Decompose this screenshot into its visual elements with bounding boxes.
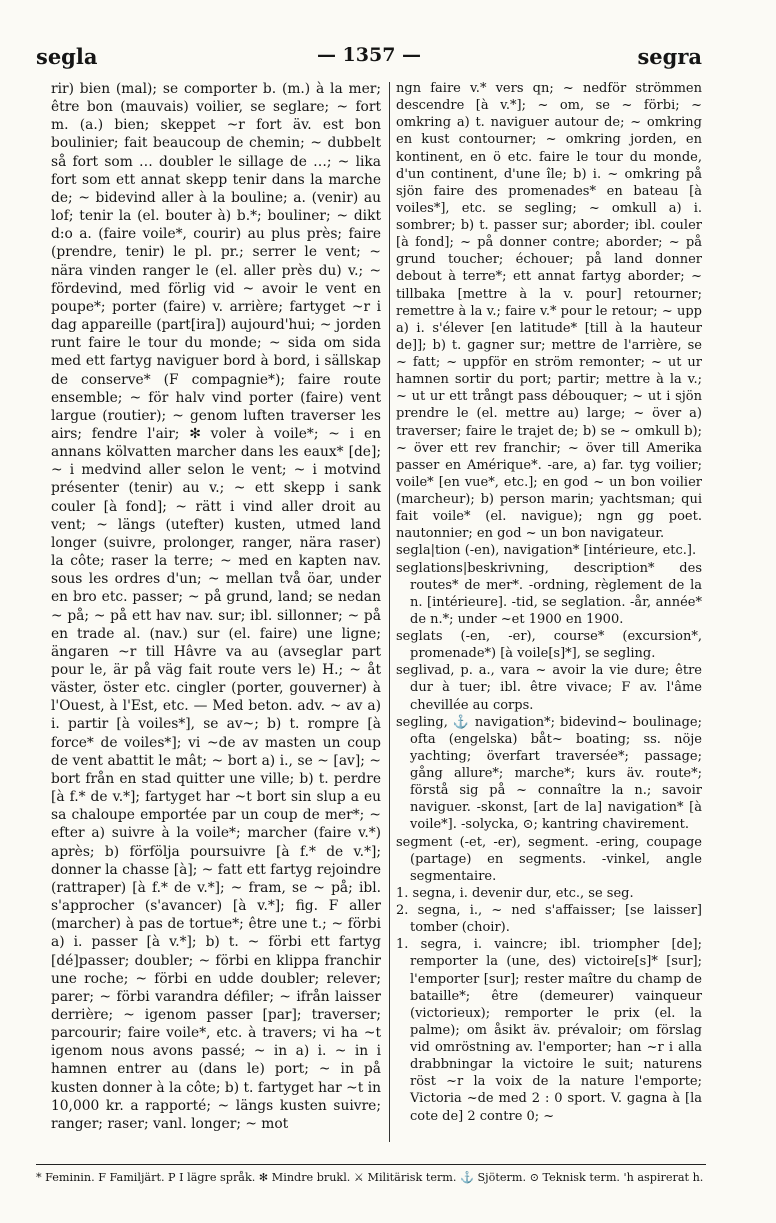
entry-segra-1: 1. segra, i. vaincre; ibl. triompher [de]; remporter la (une, des) victoire[s]* [sur]; l'emporter [sur]; rester maître du champ de bataille*; être (demeurer) vainqueur (victorieux); remporter le prix (el. la palme); om åsikt äv. prévaloir; om förslag vid omröstning av. l'emporter; han ~r i alla drabbningar la victoire le suit; naturens röst ~r la voix de la nature l'emporte; Victoria ~de med 2 : 0 sport. V. gagna à [la cote de] 2 contre 0; ~	[396, 937, 702, 1124]
entry-segna-1: 1. segna, i. devenir dur, etc., se seg.	[396, 885, 634, 901]
entry-continuation: rir) bien (mal); se comporter b. (m.) à la mer; être bon (mauvais) voilier, se seglare; ~ fort m. (a.) bien; skeppet ~r fort äv. est bon boulinier; fait beaucoup de chemin; ~ dubbelt så fort som … doubler le sillage de …; ~ lika fort som ett annat skepp tenir dans la marche de; ~ bidevind aller à la bouline; a. (venir) au lof; tenir la (el. bouter à) b.*; bouliner; ~ dikt d:o a. (faire voile*, courir) au plus près; faire (prendre, tenir) le pl. pr.; serrer le vent; ~ nära vinden ranger le (el. aller près du) v.; ~ fördevind, med förlig vid ~ avoir le vent en poupe*; porter (faire) v. arrière; fartyget ~r i dag appareille (part[ira]) aujourd'hui; ~ jorden runt faire le tour du monde; ~ sida om sida med ett fartyg naviguer bord à bord, i sällskap de conserve* (F compagnie*); faire route ensemble; ~ för halv vind porter (faire) vent largue (routier); ~ genom luften traverser les airs; fendre l'air; ✻ voler à voile*; ~ i en annans kölvatten marcher dans les eaux* [de]; ~ i medvind aller selon le vent; ~ i motvind présenter (tenir) au v.; ~ ett skepp i sank couler [à fond]; ~ rätt i vind aller droit au vent; ~ längs (utefter) kusten, utmed land longer (suivre, prolonger, ranger, nära raser) la côte; raser la terre; ~ med en kapten nav. sous les ordres d'un; ~ mellan två öar, under en bro etc. passer; ~ på grund, land; se nedan ~ på; ~ på ett hav nav. sur; ibl. sillonner; ~ på en trade al. (nav.) sur (el. faire) une ligne; ängaren ~r till Hâvre va au (avseglar part pour le, är på väg fait route vers le) H.; ~ åt väster, öster etc. cingler (porter, gouverner) à l'Ouest, à l'Est, etc. — Med beton. adv. ~ av a) i. partir [à voiles*], se av~; b) t. rompre [à force* de voiles*]; vi ~de av masten un coup de vent abattit le mât; ~ bort a) i., se ~ [av]; ~ bort från en stad quitter une ville; b) t. perdre [à f.* de v.*]; fartyget har ~t bort sin slup a eu sa chaloupe emportée par un coup de mer*; ~ efter a) suivre à la voile*; marcher (faire v.*) après; b) förfölja poursuivre [à f.* de v.*]; donner la chasse [à]; ~ fatt ett fartyg rejoindre (rattraper) [à f.* de v.*]; ~ fram, se ~ på; ibl. s'approcher (s'avancer) [à v.*]; fig. F aller (marcher) à pas de tortue*; être une t.; ~ förbi a) i. passer [à v.*]; b) t. ~ förbi ett fartyg [dé]passer; doubler; ~ förbi en klippa franchir une roche; ~ förbi en udde doubler; relever; parer; ~ förbi varandra défiler; ~ ifrån laisser derrière; ~ igenom passer [par]; traverser; parcourir; faire voile*, etc. à travers; vi ha ~t igenom nous avons passé; ~ in a) i. ~ in i hamnen entrer au (dans le) port; ~ in på kusten donner à la côte; b) t. fartyget har ~t in 10,000 kr. a rapporté; ~ längs kusten suivre; ranger; raser; vanl. longer; ~ mot	[51, 81, 381, 1132]
entry-seglats: seglats (-en, -er), course* (excursion*, promenade*) [à voile[s]*], se segling.	[396, 629, 702, 662]
entry-continuation: ngn faire v.* vers qn; ~ nedför strömmen descendre [à v.*]; ~ om, se ~ förbi; ~ omkring a) t. naviguer autour de; ~ omkring en kust contourner; ~ omkring jorden, en kontinent, en ö etc. faire le tour du monde, d'un continent, d'une île; b) i. ~ omkring på sjön faire des promenades* en bateau [à voiles*], etc. se segling; ~ omkull a) i. sombrer; b) t. passer sur; aborder; ibl. couler [à fond]; ~ på donner contre; aborder; ~ på grund toucher; échouer; på land donner debout à terre*; ett annat fartyg aborder; ~ tillbaka [mettre à la v. pour] retourner; remettre à la v.; faire v.* pour le retour; ~ upp a) i. s'élever [en latitude* [till à la hauteur de]]; b) t. gagner sur; mettre de l'arrière, se ~ fatt; ~ uppför en ström remonter; ~ ut ur hamnen sortir du port; partir; mettre à la v.; ~ ut ur ett trångt pass débouquer; ~ ut i sjön prendre le (el. mettre au) large; ~ över a) traverser; faire le trajet de; b) se ~ omkull b); ~ över ett rev franchir; ~ över till Amerika passer en Amérique*. -are, a) far. tyg voilier; voile* [en vue*, etc.]; en god ~ un bon voilier (marcheur); b) person marin; yachtsman; qui fait voile* (el. navigue); ngn gg poet. nautonnier; en god ~ un bon navigateur.	[396, 81, 702, 542]
entry-seglation: segla|tion (-en), navigation* [intérieure, etc.].	[396, 543, 697, 559]
entry-segment: segment (-et, -er), segment. -ering, coupage (partage) en segments. -vinkel, angle segmentaire.	[396, 834, 702, 884]
page-header	[36, 44, 702, 76]
left-column	[51, 80, 381, 1133]
entry-segna-2: 2. segna, i., ~ ned s'affaisser; [se laisser] tomber (choir).	[396, 903, 702, 936]
page-number: — 1357 —	[316, 44, 422, 66]
right-column	[396, 80, 702, 1125]
column-divider	[389, 82, 390, 1142]
entry-seglationsbeskrivning: seglations|beskrivning, description* des routes* de mer*. -ordning, règlement de la n. [intérieure]. -tid, se seglation. -år, année* de n.*; under ~et 1900 en 1900.	[396, 560, 702, 627]
header-guide-word-left: segla	[36, 44, 98, 69]
abbreviation-legend: * Feminin. F Familjärt. P I lägre språk. ✻ Mindre brukl. ⚔ Militärisk term. ⚓ Sjöterm. ⊙ Teknisk term. 'h aspirerat h.	[36, 1171, 704, 1184]
entry-seglivad: seglivad, p. a., vara ~ avoir la vie dure; être dur à tuer; ibl. être vivace; F av. l'âme chevillée au corps.	[396, 663, 702, 713]
footnote-divider	[36, 1164, 706, 1165]
entry-segling: segling, ⚓ navigation*; bidevind~ boulinage; ofta (engelska) båt~ boating; ss. nöje yachting; överfart traversée*; passage; gång allure*; marche*; kurs äv. route*; förstå sig på ~ connaître la n.; savoir naviguer. -skonst, [art de la] navigation* [à voile*]. -solycka, ⊙; kantring chavirement.	[396, 714, 702, 833]
header-guide-word-right: segra	[637, 44, 702, 69]
